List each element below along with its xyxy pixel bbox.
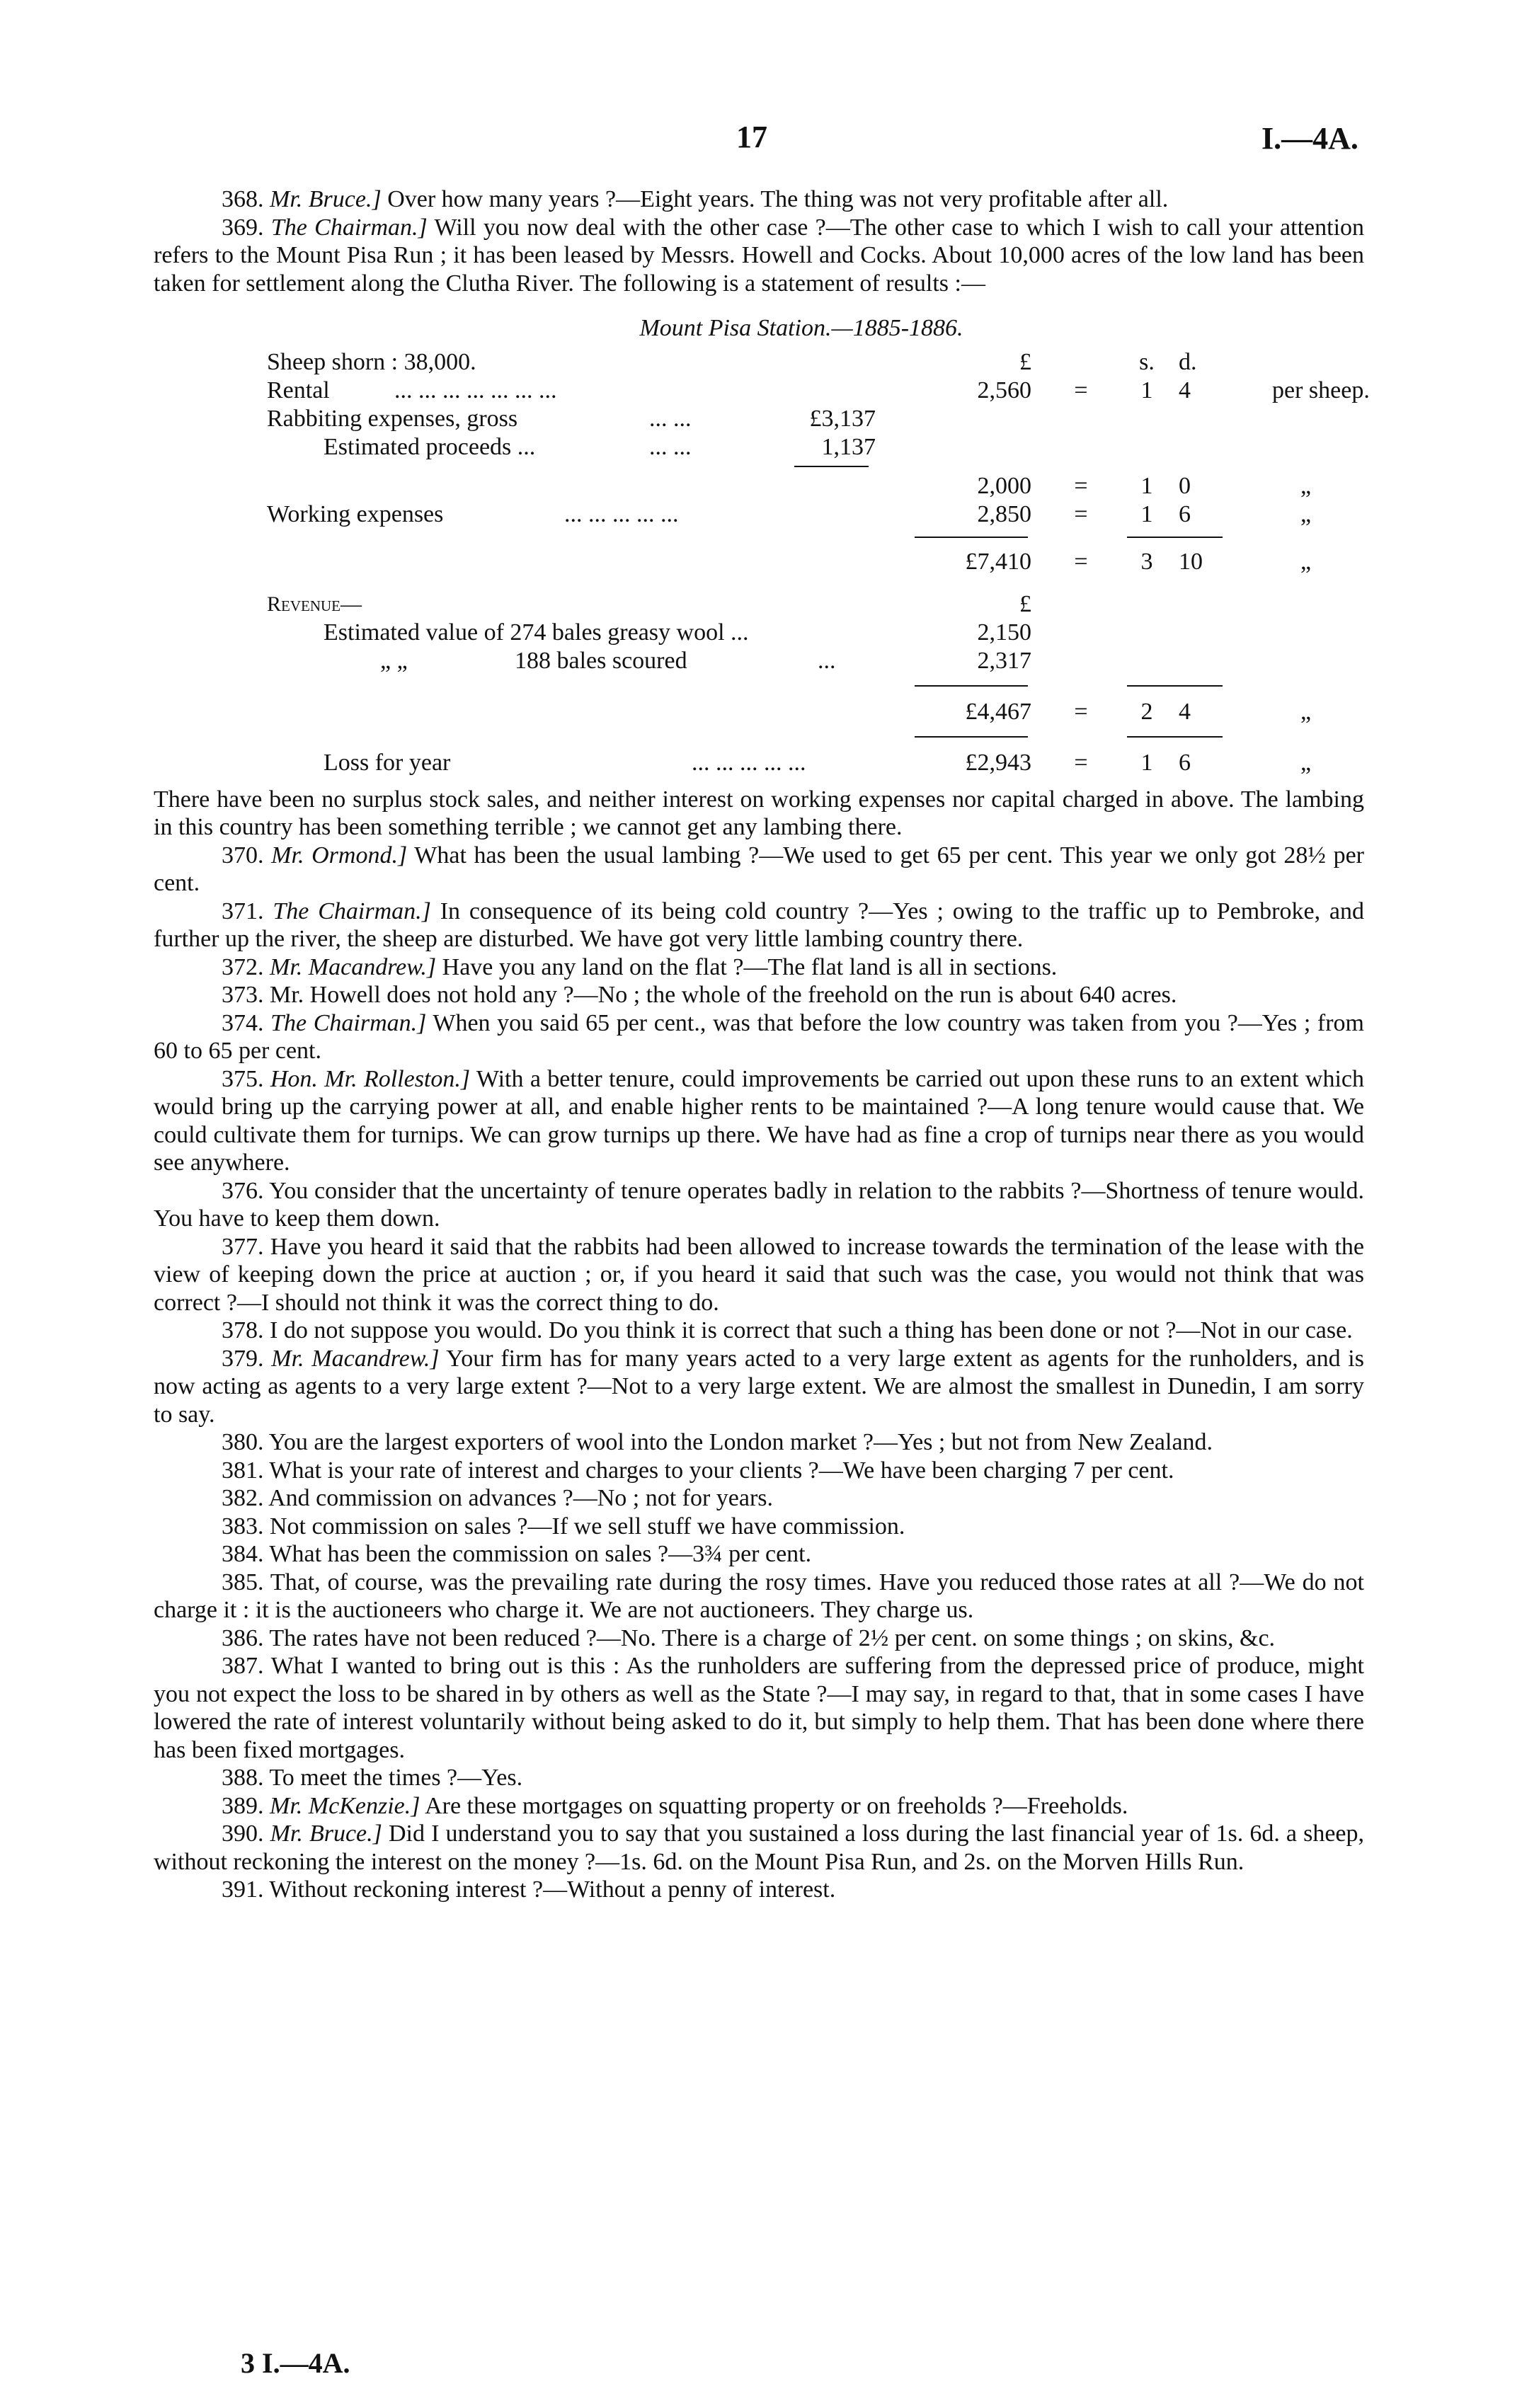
question-381 [154, 1457, 1364, 1485]
question-number: 384. [222, 1541, 264, 1567]
question-384 [154, 1540, 1364, 1569]
row-amount: £2,943 [965, 749, 1031, 776]
row-pence: 6 [1179, 749, 1191, 776]
question-378 [154, 1317, 1364, 1345]
question-373 [154, 981, 1364, 1009]
speaker-name: The Chairman.] [270, 214, 428, 241]
question-text: What I wanted to bring out is this : As the runholders are suffering from the depressed price of produce, might you not expect the loss to be shared in by others as well as the State ?—I may say, in regard to that, that in some cases I have lowered the rate of interest voluntarily without being asked to do it, but simply to help them. That has been done where there has been fixed mortgages. [154, 1653, 1364, 1763]
accounts-table [154, 348, 1370, 837]
question-text: Over how many years ?—Eight years. The thing was not very profitable after all. [381, 186, 1169, 212]
leader-dots: ... ... ... ... ... [564, 500, 679, 527]
table-row-net-rabbiting [154, 472, 1364, 500]
ditto-mark: „ [1300, 749, 1312, 776]
speaker-name: Mr. McKenzie.] [270, 1792, 420, 1819]
row-label: Rental [267, 377, 330, 403]
question-number: 386. [222, 1624, 264, 1651]
row-amount: 2,000 [977, 472, 1031, 499]
equals-sign: = [1074, 377, 1088, 403]
pence-header: d. [1179, 348, 1197, 375]
question-number: 375. [222, 1065, 264, 1092]
row-amount: 2,317 [977, 647, 1031, 674]
question-text: Not commission on sales ?—If we sell stuff we have commission. [263, 1513, 905, 1540]
question-386 [154, 1624, 1364, 1653]
equals-sign: = [1074, 749, 1088, 776]
speaker-name: Mr. Macandrew.] [270, 953, 437, 980]
question-text: You consider that the uncertainty of tenure operates badly in relation to the rabbits ?—Shortness of tenure would. You have to keep them down. [154, 1177, 1364, 1232]
question-368 [154, 185, 1364, 214]
sheep-shorn-label: Sheep shorn : 38,000. [267, 348, 476, 375]
question-text: That, of course, was the prevailing rate during the rosy times. Have you reduced those rates at all ?—We do not charge it : it is the auctioneers who charge it. We are not auctioneers. They charge us. [154, 1569, 1364, 1623]
question-number: 378. [222, 1317, 264, 1343]
leader-dots: ... ... ... ... ... ... ... [394, 377, 557, 403]
row-pence: 10 [1179, 548, 1203, 575]
equals-sign: = [1074, 500, 1088, 527]
question-text: To meet the times ?—Yes. [263, 1765, 523, 1791]
question-text: When you said 65 per cent., was that before the low country was taken from you ?—Yes ; from 60 to 65 per cent. [154, 1009, 1365, 1064]
row-shillings: 1 [1140, 377, 1153, 403]
question-number: 381. [222, 1457, 264, 1484]
total-rule-sd [1127, 537, 1223, 538]
question-390 [154, 1820, 1364, 1876]
speaker-name: Mr. Macandrew.] [271, 1345, 440, 1372]
question-369 [154, 214, 1364, 298]
question-387 [154, 1652, 1364, 1764]
row-amount: £4,467 [965, 698, 1031, 725]
question-text: Without reckoning interest ?—Without a penny of interest. [263, 1876, 836, 1903]
pound-header: £ [1019, 590, 1031, 617]
question-385 [154, 1569, 1364, 1624]
question-text: In consequence of its being cold country ?—Yes ; owing to the traffic up to Pembroke, and further up the river, the sheep are disturbed. We have got very little lambing country there. [154, 898, 1365, 952]
question-number: 371. [222, 898, 264, 924]
question-389 [154, 1792, 1364, 1821]
question-text: What is your rate of interest and charges to your clients ?—We have been charging 7 per cent. [263, 1457, 1174, 1484]
table-header-row [154, 348, 1364, 377]
speaker-name: Mr. Bruce.] [270, 186, 382, 212]
leader-dots: ... ... [649, 405, 692, 432]
question-text: You are the largest exporters of wool into the London market ?—Yes ; but not from New Zealand. [263, 1429, 1213, 1455]
ditto-mark: „ [1300, 548, 1312, 575]
question-376 [154, 1177, 1364, 1233]
table-row-working [154, 500, 1364, 529]
question-379 [154, 1345, 1364, 1429]
table-title: Mount Pisa Station.—1885-1886. [639, 315, 963, 341]
page-number: 17 [736, 120, 767, 154]
question-text: Have you heard it said that the rabbits had been allowed to increase towards the termination of the lease with the view of keeping down the price at auction ; or, if you heard it said that such was the case, you would not think that was correct ?—I should not think it was the correct thing to do. [154, 1233, 1364, 1316]
row-amount: 2,150 [977, 619, 1031, 646]
row-label: Working expenses [267, 500, 444, 527]
question-text: Will you now deal with the other case ?—The other case to which I wish to call your attention refers to the Mount Pisa Run ; it has been leased by Messrs. Howell and Cocks. About 10,000 acres of the low land has been taken for settlement along the Clutha River. The following is a statement of results :— [154, 214, 1365, 297]
row-label: Estimated value of 274 bales greasy wool ... [324, 619, 749, 646]
equals-sign: = [1074, 698, 1088, 725]
question-number: 379. [222, 1345, 264, 1372]
speaker-name: Mr. Bruce.] [270, 1821, 382, 1847]
table-row-total-expenses [154, 548, 1364, 576]
question-375 [154, 1065, 1364, 1177]
question-text: Your firm has for many years acted to a very large extent as agents for the runholders, and is now acting as agents to a very large extent ?—Not to a very large extent. We are almost the smallest in Dunedin, I am sorry to say. [154, 1345, 1364, 1428]
pound-header: £ [1019, 348, 1031, 375]
after-table-paragraph: There have been no surplus stock sales, and neither interest on working expenses nor capital charged in above. The lambing in this country has been something terrible ; we cannot get any lambing there. [154, 786, 1364, 840]
subtotal-rule [794, 466, 869, 467]
shillings-header: s. [1139, 348, 1155, 375]
question-number: 368. [222, 186, 264, 212]
question-number: 373. [222, 982, 264, 1008]
question-number: 376. [222, 1177, 264, 1204]
question-text: With a better tenure, could improvements be carried out upon these runs to an extent which would bring up the carrying power at all, and enable higher rents to be maintained ?—A long tenure would cause that. We could cultivate them for turnips. We can grow turnips up there. We have had as fine a crop of turnips near there as you would see anywhere. [154, 1065, 1364, 1176]
row-pence: 6 [1179, 500, 1191, 527]
speaker-name: The Chairman.] [273, 898, 431, 924]
question-370 [154, 842, 1364, 898]
table-row-scoured-wool [154, 647, 1364, 675]
question-371 [154, 898, 1364, 953]
question-number: 383. [222, 1513, 264, 1540]
question-text: The rates have not been reduced ?—No. There is a charge of 2½ per cent. on some things ; on skins, &c. [263, 1624, 1276, 1651]
question-number: 390. [222, 1821, 264, 1847]
question-number: 391. [222, 1876, 264, 1903]
row-shillings: 1 [1140, 500, 1153, 527]
body-text [154, 185, 1370, 1904]
row-amount: 2,560 [977, 377, 1031, 403]
question-text: I do not suppose you would. Do you think it is correct that such a thing has been done or not ?—Not in our case. [263, 1317, 1353, 1343]
question-text: Have you any land on the flat ?—The flat land is all in sections. [436, 953, 1058, 980]
question-number: 377. [222, 1233, 264, 1260]
question-383 [154, 1513, 1364, 1541]
revenue-label: Revenue— [267, 592, 362, 616]
leader-dots: ... [818, 647, 836, 674]
question-number: 372. [222, 953, 264, 980]
question-number: 380. [222, 1429, 264, 1455]
question-number: 374. [222, 1009, 264, 1036]
row-amount: £7,410 [965, 548, 1031, 575]
table-row-rabbiting [154, 405, 1364, 433]
row-shillings: 2 [1140, 698, 1153, 725]
ditto-mark: „ [1300, 698, 1312, 725]
question-number: 388. [222, 1765, 264, 1791]
question-372 [154, 953, 1364, 982]
row-pence: 4 [1179, 698, 1191, 725]
row-pence: 0 [1179, 472, 1191, 499]
footer-signature: 3 I.—4A. [241, 2347, 350, 2379]
question-text: What has been the commission on sales ?—3¾ per cent. [263, 1541, 812, 1567]
table-row-rental [154, 377, 1370, 405]
document-reference: I.—4A. [1261, 121, 1358, 156]
row-label: 188 bales scoured [515, 647, 687, 674]
question-377 [154, 1233, 1364, 1317]
equals-sign: = [1074, 472, 1088, 499]
question-text: What has been the usual lambing ?—We used to get 65 per cent. This year we only got 28½ per cent. [154, 842, 1365, 896]
row-shillings: 1 [1140, 749, 1153, 776]
question-number: 387. [222, 1653, 264, 1679]
row-shillings: 1 [1140, 472, 1153, 499]
question-text: And commission on advances ?—No ; not for years. [263, 1485, 774, 1511]
question-380 [154, 1428, 1364, 1457]
leader-dots: ... ... ... ... ... [692, 749, 806, 776]
question-374 [154, 1009, 1364, 1065]
row-pence: 4 [1179, 377, 1191, 403]
loss-rule-sd [1127, 736, 1223, 738]
per-sheep-label: per sheep. [1272, 377, 1370, 403]
revenue-rule [915, 685, 1028, 687]
question-388 [154, 1764, 1364, 1792]
ditto-marks: „ „ [380, 647, 408, 674]
speaker-name: Mr. Ormond.] [271, 842, 408, 868]
equals-sign: = [1074, 548, 1088, 575]
question-382 [154, 1484, 1364, 1513]
loss-rule [915, 736, 1028, 738]
question-number: 369. [222, 214, 264, 241]
ditto-mark: „ [1300, 472, 1312, 499]
leader-dots: ... ... [649, 433, 692, 460]
question-391 [154, 1876, 1364, 1904]
row-label: Estimated proceeds ... [324, 433, 536, 460]
question-text: Are these mortgages on squatting property or on freeholds ?—Freeholds. [420, 1792, 1128, 1819]
table-row-revenue-header [154, 590, 1364, 619]
revenue-rule-sd [1127, 685, 1223, 687]
question-number: 389. [222, 1792, 264, 1819]
total-rule [915, 537, 1028, 538]
question-number: 370. [222, 842, 264, 868]
table-row-loss [154, 749, 1364, 777]
ditto-mark: „ [1300, 500, 1312, 527]
table-row-greasy-wool [154, 619, 1364, 647]
row-amount: 2,850 [977, 500, 1031, 527]
row-label: Loss for year [324, 749, 451, 776]
table-row-total-revenue [154, 698, 1364, 726]
row-sub-amount: 1,137 [821, 433, 876, 460]
row-sub-amount: £3,137 [809, 405, 876, 432]
question-number: 385. [222, 1569, 264, 1595]
table-row-proceeds [154, 433, 1364, 461]
question-number: 382. [222, 1485, 264, 1511]
speaker-name: The Chairman.] [270, 1009, 427, 1036]
question-text: Did I understand you to say that you sustained a loss during the last financial year of 1s. 6d. a sheep, without reckoning the interest on the money ?—1s. 6d. on the Mount Pisa Run, and 2s. on the Morven Hills Run. [154, 1821, 1365, 1875]
question-text: Mr. Howell does not hold any ?—No ; the whole of the freehold on the run is about 640 acres. [263, 982, 1177, 1008]
row-shillings: 3 [1140, 548, 1153, 575]
row-label: Rabbiting expenses, gross [267, 405, 518, 432]
speaker-name: Hon. Mr. Rolleston.] [270, 1065, 471, 1092]
